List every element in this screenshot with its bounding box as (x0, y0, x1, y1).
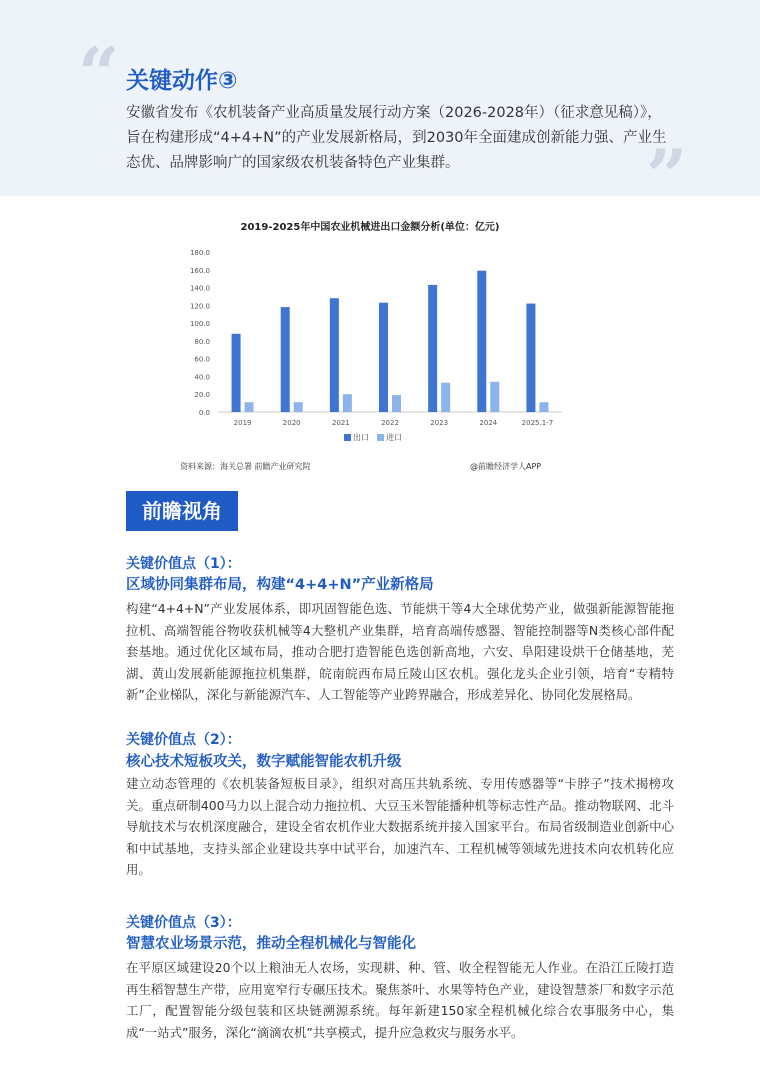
point-2-label: 关键价值点（2）： (126, 732, 241, 748)
bar-export (526, 304, 535, 412)
y-tick-label: 160.0 (189, 266, 210, 275)
legend-swatch-export (344, 434, 351, 441)
point-3-title: 智慧农业场景示范，推动全程机械化与智能化 (126, 936, 416, 952)
x-tick-label: 2023 (430, 419, 449, 427)
point-1-body: 构建“4+4+N”产业发展体系，即巩固智能色选、节能烘干等4大全球优势产业，做强新能源智能拖拉机、高端智能谷物收获机械等4大整机产业集群，培育高端传感器、智能控制器等N类核心部件配套基地。通过优化区域布局，推动合肥打造智能色选创新高地，六安、阜阳建设烘干仓储基地，芜湖、黄山发展新能源拖拉机集群，皖南皖西布局丘陵山区农机。强化龙头企业引领，培育“专精特新”企业梯队，深化与新能源汽车、人工智能等产业跨界融合，形成差异化、协同化发展格局。 (126, 601, 674, 702)
y-tick-label: 60.0 (194, 355, 210, 364)
open-quote-icon: “ (78, 31, 120, 116)
point-2-body: 建立动态管理的《农机装备短板目录》，组织对高压共轨系统、专用传感器等“卡脖子”技术揭榜攻关。重点研制400马力以上混合动力拖拉机、大豆玉米智能播种机等标志性产品。推动物联网、北斗导航技术与农机深度融合，建设全省农机作业大数据系统并接入国家平台。布局省级制造业创新中心和中试基地，支持头部企业建设共享中试平台，加速汽车、工程机械等领域先进技术向农机转化应用。 (126, 776, 674, 877)
y-tick-label: 140.0 (189, 284, 210, 293)
bar-export (330, 298, 339, 412)
legend-swatch-import (377, 434, 384, 441)
section-title: 前瞻视角 (126, 491, 238, 531)
chart-svg (170, 210, 570, 440)
bar-import (490, 382, 499, 412)
quote-box (0, 0, 760, 218)
legend-import (377, 432, 402, 443)
x-tick-label: 2019 (233, 419, 252, 427)
chart-legend (344, 432, 402, 443)
x-tick-label: 2024 (479, 419, 498, 427)
point-1-label: 关键价值点（1）： (126, 556, 241, 572)
legend-export (344, 432, 369, 443)
point-1-title: 区域协同集群布局，构建“4+4+N”产业新格局 (126, 577, 434, 593)
chart-source: 资料来源：海关总署 前瞻产业研究院 (180, 462, 311, 471)
y-tick-label: 40.0 (194, 373, 210, 382)
bar-export (428, 285, 437, 412)
y-tick-label: 180.0 (189, 249, 210, 257)
bar-import (245, 402, 254, 412)
chart-app-credit: @前瞻经济学人APP (470, 462, 542, 471)
y-tick-label: 100.0 (189, 320, 210, 329)
close-quote-icon: ” (646, 133, 688, 218)
x-tick-label: 2020 (282, 419, 301, 427)
x-tick-label: 2025.1-7 (521, 419, 554, 427)
point-3-label: 关键价值点（3）： (126, 915, 241, 931)
y-tick-label: 0.0 (198, 409, 210, 417)
x-tick-label: 2022 (381, 419, 399, 427)
bar-export (281, 307, 290, 412)
bar-import (392, 395, 401, 412)
bar-import (343, 394, 352, 412)
bar-import (539, 402, 548, 412)
quote-body: 安徽省发布《农机装备产业高质量发展行动方案（2026-2028年）（征求意见稿）》，旨在构建形成“4+4+N”的产业发展新格局，到2030年全面建成创新能力强、产业生态优、品牌影响广的国家级农机装备特色产业集群。 (126, 105, 667, 171)
y-tick-label: 20.0 (194, 391, 210, 400)
y-tick-label: 120.0 (189, 302, 210, 311)
bar-export (477, 271, 486, 412)
chart-title: 2019-2025年中国农业机械进出口金额分析(单位：亿元) (240, 222, 500, 233)
y-tick-label: 80.0 (194, 337, 210, 346)
legend-label-import: 进口 (386, 433, 402, 442)
point-3-body: 在平原区域建设20个以上粮油无人农场，实现耕、种、管、收全程智能无人作业。在沿江丘陵打造再生稻智慧生产带，应用宽窄行专碾压技术。聚焦茶叶、水果等特色产业，建设智慧茶厂和数字示范工厂，配置智能分级包装和区块链溯源系统。每年新建150家全程机械化综合农事服务中心，集成“一站式”服务，深化“滴滴农机”共享模式，提升应急救灾与服务水平。 (126, 960, 674, 1040)
quote-title: 关键动作③ (126, 68, 238, 94)
x-tick-label: 2021 (331, 419, 350, 427)
point-2-title: 核心技术短板攻关，数字赋能智能农机升级 (126, 754, 402, 770)
bar-import (441, 383, 450, 412)
bar-import (294, 402, 303, 412)
bar-export (232, 334, 241, 412)
bar-export (379, 303, 388, 412)
legend-label-export: 出口 (353, 433, 369, 442)
